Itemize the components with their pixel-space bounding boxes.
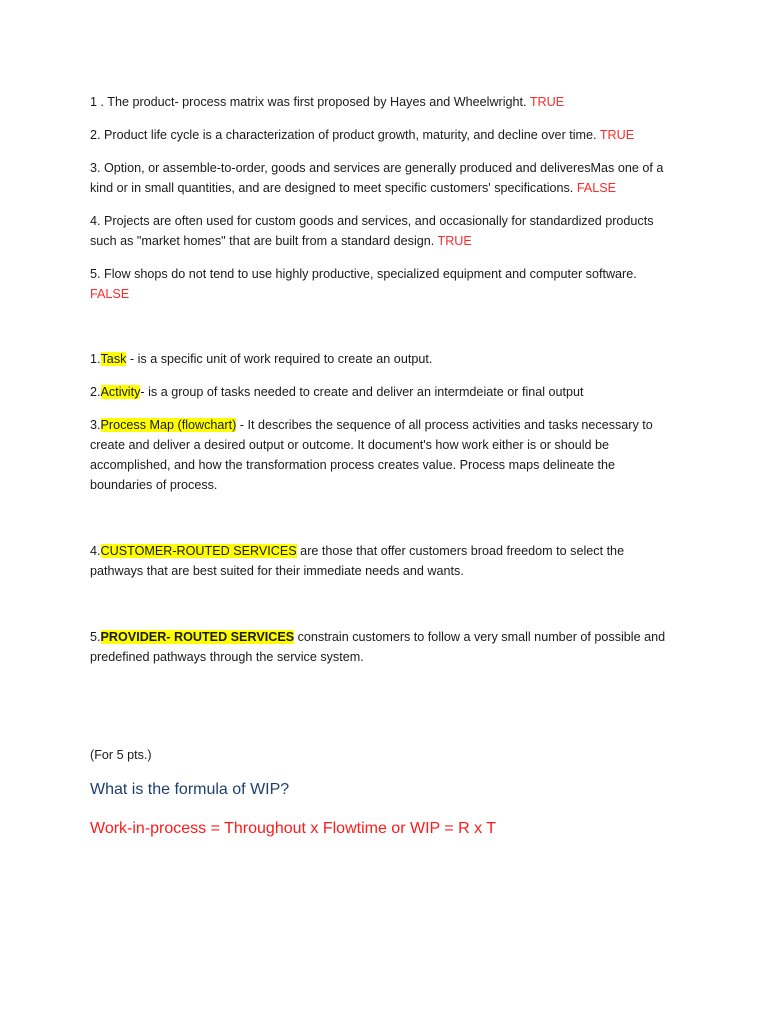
tf-item-1 xyxy=(90,92,680,112)
tf-item-5-text: 5. Flow shops do not tend to use highly productive, specialized equipment and computer software. xyxy=(90,267,637,281)
definition-4 xyxy=(90,541,680,581)
tf-item-5-answer: FALSE xyxy=(90,287,130,301)
definition-2-term: Activity xyxy=(100,385,141,399)
tf-item-2-text: 2. Product life cycle is a characterization of product growth, maturity, and decline over time. xyxy=(90,128,600,142)
tf-item-2 xyxy=(90,125,680,145)
definition-4-text: are those that offer customers broad freedom to select the pathways that are best suited for their immediate needs and wants. xyxy=(90,544,625,578)
tf-item-1-text: 1 . The product- process matrix was first proposed by Hayes and Wheelwright. xyxy=(90,95,530,109)
definition-4-term: CUSTOMER-ROUTED SERVICES xyxy=(100,544,297,558)
definition-3-number: 3. xyxy=(90,418,101,432)
tf-item-2-answer: TRUE xyxy=(599,128,635,142)
definition-2-number: 2. xyxy=(90,385,101,399)
tf-item-4-text: 4. Projects are often used for custom goods and services, and occasionally for standardized products such as "market homes" that are built from a standard design. xyxy=(90,214,654,248)
points-note: (For 5 pts.) xyxy=(90,748,152,762)
tf-item-4 xyxy=(90,211,680,251)
tf-item-3-answer: FALSE xyxy=(576,181,617,195)
definition-5 xyxy=(90,627,680,667)
tf-item-5 xyxy=(90,264,680,304)
definition-2 xyxy=(90,382,680,402)
tf-item-3-text: 3. Option, or assemble-to-order, goods and services are generally produced and deliveresMas one of a kind or in small quantities, and are designed to meet specific customers' specifications. xyxy=(90,161,664,195)
wip-question: What is the formula of WIP? xyxy=(90,781,290,798)
tf-item-3 xyxy=(90,158,680,198)
definition-5-term: PROVIDER- ROUTED SERVICES xyxy=(100,630,295,644)
definition-3-term: Process Map (flowchart) xyxy=(100,418,237,432)
definition-1-term: Task xyxy=(100,352,127,366)
tf-item-4-answer: TRUE xyxy=(437,234,472,248)
definition-1-number: 1. xyxy=(90,352,101,366)
tf-item-1-answer: TRUE xyxy=(529,95,565,109)
definition-4-number: 4. xyxy=(90,544,101,558)
definition-2-text: - is a group of tasks needed to create and deliver an intermdeiate or final output xyxy=(140,385,584,399)
definition-1-text: - is a specific unit of work required to create an output. xyxy=(126,352,433,366)
definition-1 xyxy=(90,349,680,369)
definition-5-number: 5. xyxy=(90,630,101,644)
definition-5-text: constrain customers to follow a very small number of possible and predefined pathways through the service system. xyxy=(90,630,666,664)
definition-3-text: - It describes the sequence of all process activities and tasks necessary to create and deliver a desired output or outcome. It document's how work either is or should be accomplished, and how the transformation process creates value. Process maps delineate the boundaries of process. xyxy=(90,418,653,492)
wip-answer: Work-in-process = Throughout x Flowtime or WIP = R x T xyxy=(90,820,497,837)
definition-3 xyxy=(90,415,680,495)
